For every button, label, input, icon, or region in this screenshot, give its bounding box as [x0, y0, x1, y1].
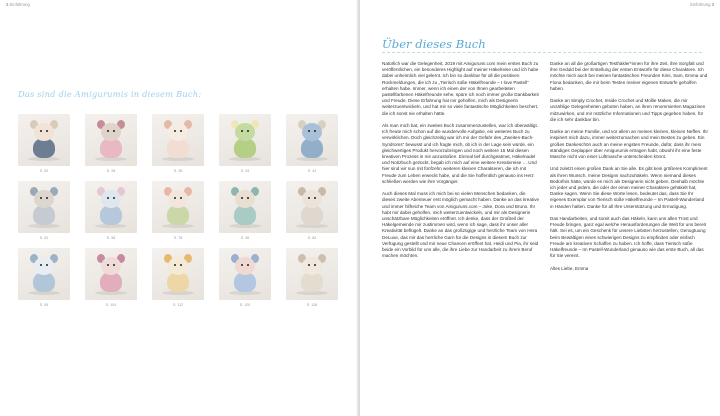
- toy-eye-l: [308, 264, 310, 266]
- amigurumi-photo: [286, 181, 338, 233]
- amigurumi-figure: [219, 114, 271, 174]
- figure-caption: S. 46: [240, 236, 250, 240]
- toy-head: [168, 123, 188, 141]
- toy-eye-l: [40, 264, 42, 266]
- amigurumi-photo: [219, 181, 271, 233]
- amigurumi-photo: [219, 114, 271, 166]
- toy-body: [33, 138, 55, 158]
- toy-eye-l: [308, 130, 310, 132]
- toy-body: [100, 138, 122, 158]
- paragraph: Danke an Simply Crochet, Inside Crochet und Mollie Makes, die mir unzählige Gelegenheiten geboten haben, an ihren renommierten Magazinen mitzuwirken, und mir nützliche Informationen und Tipps gegeben haben, für die ich sehr dankbar bin.: [550, 98, 706, 122]
- amigurumi-figure: [18, 248, 70, 308]
- toy-head: [101, 190, 121, 208]
- amigurumi-figure: [18, 181, 70, 241]
- toy-eye-r: [247, 197, 249, 199]
- paragraph: Auch dieses Mal muss ich mich bei so vielen Menschen bedanken, die dieses zweite Abenteuer erst möglich gemacht haben. Danke an das kreative und immer hilfreiche Team von Amigurumi.com – Joke, Dora und Bruno. Ihr habt mir dabei geholfen, mich weiterzuentwickeln, und mir als Designerin unschätzbare Möglichkeiten eröffnet. Ich denke, dass der Großteil der Häkelgemeinde mir zustimmen wird, wenn ich sage, dass ihr unser aller Kreativität beflügelt. Danke an das großzügige und herzliche Team von Hera DeLuxe, das mir das herrliche Garn für die Designs in diesem Buch zur Verfügung gestellt und mir neue Chancen eröffnet hat. Heidi und Pia, ihr seid beide ein Vorbild für uns alle, die ihre Liebe zur Handarbeit zu ihrem Beruf machen möchten.: [382, 191, 540, 259]
- toy-eye-l: [241, 264, 243, 266]
- amigurumi-photo: [286, 114, 338, 166]
- figure-caption: S. 95: [39, 303, 49, 307]
- toy-eye-l: [241, 130, 243, 132]
- amigurumi-figure: [286, 248, 338, 308]
- paragraph: Und zuletzt einen großen Dank an Sie alle. Es gibt kein größeres Kompliment als Ihren Wunsch, meine Designs nachzuhäkeln. Wenn niemand dieses Bedürfnis hätte, würde es mich als Designerin nicht geben. Deshalb möchte ich jeder und jedem, die oder der einen meiner Charaktere gehäkelt hat, Danke sagen. Wenn Sie diese Worte lesen, bedeutet das, dass Sie Ihr eigenes Exemplar von Tierisch süße Häkelfreunde – Im Pastell-Wunderland in Händen halten. Danke für all Ihre Unterstützung und Ermutigung.: [550, 166, 708, 209]
- toy-head: [34, 123, 54, 141]
- toy-eye-l: [308, 197, 310, 199]
- amigurumi-photo: [18, 181, 70, 233]
- toy-head: [302, 190, 322, 208]
- right-page: [360, 0, 720, 416]
- toy-eye-l: [107, 130, 109, 132]
- paragraph: Das Handarbeiten, und somit auch das Häkeln, kann uns allen Trost und Freude bringen, ganz egal welche Herausforderungen die Welt für uns bereit hält. Sei es, um ein Geschenk für unsere Liebsten herzustellen, Genugtuung beim Bewältigen eines schwierigen Designs zu empfinden oder einfach Freude am kreativen Schaffen zu haben. Ich hoffe, dass Tierisch süße Häkelfreunde – Im Pastell-Wunderland genauso wie das erste Buch, all das für Sie vereint.: [550, 216, 706, 259]
- toy-head: [235, 257, 255, 275]
- figure-caption: S. 104: [105, 303, 117, 307]
- amigurumi-figure: [85, 181, 137, 241]
- amigurumi-photo: [85, 181, 137, 233]
- figure-caption: S. 42: [307, 169, 317, 173]
- toy-eye-r: [46, 197, 48, 199]
- toy-eye-r: [46, 130, 48, 132]
- toy-head: [34, 257, 54, 275]
- figure-caption: S. 34: [240, 169, 250, 173]
- running-head-label-left: Einführung: [9, 2, 30, 7]
- toy-head: [168, 257, 188, 275]
- amigurumi-photo: [286, 248, 338, 300]
- amigurumi-figure: [18, 114, 70, 174]
- amigurumi-figure: [85, 248, 137, 308]
- amigurumi-grid: [18, 114, 340, 315]
- toy-eye-r: [46, 264, 48, 266]
- text-column-left: [382, 61, 540, 266]
- figure-caption: S. 52: [39, 236, 49, 240]
- toy-head: [101, 257, 121, 275]
- amigurumi-photo: [219, 248, 271, 300]
- figure-row: [18, 114, 340, 174]
- figure-caption: S. 28: [106, 169, 116, 173]
- toy-body: [167, 272, 189, 292]
- toy-eye-r: [314, 130, 316, 132]
- left-page: [0, 0, 358, 416]
- running-head-label-right: Einführung: [690, 2, 711, 7]
- amigurumi-figure: [85, 114, 137, 174]
- toy-eye-l: [174, 264, 176, 266]
- toy-eye-r: [314, 264, 316, 266]
- figure-caption: S. 112: [172, 303, 184, 307]
- toy-eye-r: [180, 264, 182, 266]
- toy-eye-l: [107, 264, 109, 266]
- figure-caption: S. 58: [106, 236, 116, 240]
- toy-eye-l: [40, 197, 42, 199]
- toy-body: [33, 205, 55, 225]
- toy-body: [234, 138, 256, 158]
- figure-caption: S. 126: [306, 303, 318, 307]
- page-number-right: 3: [711, 2, 714, 7]
- toy-eye-l: [40, 130, 42, 132]
- amigurumi-figure: [286, 114, 338, 174]
- paragraph: Als man mich bat, ein zweites Buch zusammenzustellen, war ich überwältigt. Ich freute mich schon auf die wundervolle Aufgabe, ein weiteres Buch zu verwirklichen. Doch gleichzeitig war ich mir der Gefahr des „Zweiten-Buch-Syndroms“ bewusst und ich fragte mich, ob ich in der Lage sein würde, ein gleichwertiges Produkt hervorzubringen und noch weitere 15 Mal diesen kreativen Prozess in mir anzustoßen. Einmal tief durchgeatmet, Häkelnadel und Notizbuch gezückt, begab ich mich auf eine weitere Kreativreise … Und hier sind wir nun mit fünfzehn weiteren kleinen Charakteren, die ich mit Freude zum Leben erweckt habe, und die Sie hoffentlich genauso ins Herz schließen werden wie ihre Vorgänger.: [382, 123, 538, 184]
- section-title: Das sind die Amigurumis in diesem Buch:: [18, 89, 202, 99]
- toy-head: [302, 123, 322, 141]
- paragraph: Danke an all die großartigen Testhäkler*innen für ihre Zeit, ihre Sorgfalt und ihre Geduld bei der Erstellung der ersten Entwürfe für diese Charaktere. Ich möchte mich auch bei meinen fantastischen Freunden Kimi, Sam, Emma und Fiona bedanken, die mir beim Testen meiner eigenen Entwürfe geholfen haben.: [550, 61, 708, 91]
- toy-body: [100, 205, 122, 225]
- toy-body: [301, 272, 323, 292]
- amigurumi-photo: [18, 248, 70, 300]
- amigurumi-photo: [152, 114, 204, 166]
- toy-eye-r: [247, 264, 249, 266]
- paragraph: Danke an meine Familie, und vor allem an meinen kleinen, kleinen Neffen. Ihr inspiriert mich dazu, immer weiterzumachen und mein Bestes zu geben. Ein großes Dankeschön auch an meine engsten Freunde, dafür, dass ihr mein ständiges Geplapper über Amigurumis ertragen habt, obwohl ihr eine feste Masche nicht von einer Luftmasche unterscheiden könnt.: [550, 129, 708, 160]
- figure-caption: S. 82: [307, 236, 317, 240]
- toy-body: [301, 205, 323, 225]
- amigurumi-photo: [152, 181, 204, 233]
- amigurumi-photo: [152, 248, 204, 300]
- amigurumi-figure: [152, 248, 204, 308]
- amigurumi-figure: [152, 181, 204, 241]
- figure-row: [18, 181, 340, 241]
- figure-caption: S. 52: [39, 169, 49, 173]
- toy-body: [167, 138, 189, 158]
- toy-eye-l: [174, 197, 176, 199]
- toy-head: [168, 190, 188, 208]
- toy-body: [234, 205, 256, 225]
- toy-eye-l: [174, 130, 176, 132]
- figure-caption: S. 120: [239, 303, 251, 307]
- figure-caption: S. 36: [173, 169, 183, 173]
- title-divider: [382, 52, 702, 53]
- toy-body: [33, 272, 55, 292]
- toy-eye-l: [241, 197, 243, 199]
- page-number-left: 2: [6, 2, 9, 7]
- toy-body: [301, 138, 323, 158]
- toy-head: [235, 190, 255, 208]
- amigurumi-figure: [219, 181, 271, 241]
- toy-head: [101, 123, 121, 141]
- amigurumi-photo: [85, 248, 137, 300]
- running-head-left: [6, 2, 30, 7]
- paragraph: Natürlich war die Gelegenheit, 2019 mit Amigurumi.com mein erstes Buch zu veröffentlichen, ein besonderes Highlight auf meiner Häkelreise und ich habe dabei unheimlich viel gelernt. Ich bin so dankbar für all die positiven Rückmeldungen, die ich zu „Tierisch süße Häkelfreunde – I love Pastell“ erhalten habe. Immer, wenn ich einen der von Ihnen gearbeiteten pastellfarbenen Häkelfreunde sehe, spüre ich noch immer große Dankbarkeit und Freude. Diese Erfahrung hat mir geholfen, mich als Designerin weiterzuentwickeln, und hat mir so viele fantastische Möglichkeiten beschert, die ich sonst nie erhalten hätte.: [382, 61, 539, 116]
- figure-caption: S. 78: [173, 236, 183, 240]
- toy-eye-r: [247, 130, 249, 132]
- toy-eye-r: [113, 130, 115, 132]
- toy-eye-r: [113, 197, 115, 199]
- toy-body: [234, 272, 256, 292]
- toy-eye-r: [113, 264, 115, 266]
- toy-eye-r: [180, 130, 182, 132]
- page-title: Über dieses Buch: [382, 37, 486, 51]
- toy-eye-l: [107, 197, 109, 199]
- amigurumi-figure: [152, 114, 204, 174]
- amigurumi-figure: [219, 248, 271, 308]
- toy-eye-r: [180, 197, 182, 199]
- toy-body: [167, 205, 189, 225]
- toy-head: [235, 123, 255, 141]
- amigurumi-photo: [85, 114, 137, 166]
- signature: Alles Liebe, Emma: [550, 265, 589, 271]
- toy-body: [100, 272, 122, 292]
- amigurumi-photo: [18, 114, 70, 166]
- toy-head: [34, 190, 54, 208]
- toy-eye-r: [314, 197, 316, 199]
- figure-row: [18, 248, 340, 308]
- running-head-right: [690, 2, 714, 7]
- toy-head: [302, 257, 322, 275]
- amigurumi-figure: [286, 181, 338, 241]
- text-column-right: [550, 61, 708, 278]
